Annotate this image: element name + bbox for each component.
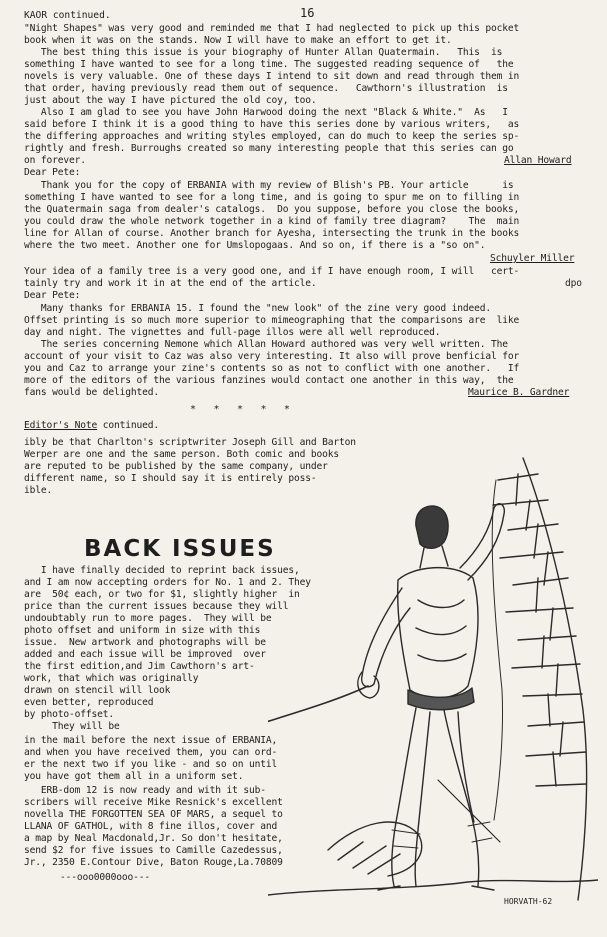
signature: Allan Howard: [504, 155, 572, 166]
note-line: Werper are one and the same person. Both comic and books: [24, 449, 340, 460]
sword-blade: [268, 686, 368, 722]
back-issues-line: a map by Neal Macdonald,Jr. So don't hesitate,: [24, 833, 283, 844]
section-separator: * * * * *: [190, 404, 290, 415]
letter-line: something I have wanted to see for a long time. The suggested reading sequence of the: [24, 59, 514, 70]
letter-line: day and night. The vignettes and full-page illos were all well reproduced.: [24, 327, 441, 338]
letter-line: you and Caz to arrange your zine's contents so as not to conflict with one another. If: [24, 363, 520, 374]
letter-line: the differing approaches and writing styles employed, can do much to keep the series sp-: [24, 131, 520, 142]
letter-line: Offset printing is so much more superior to mimeographing that the comparisons are like: [24, 315, 520, 326]
back-issues-line: Jr., 2350 E.Contour Dive, Baton Rouge,La.70809: [24, 857, 283, 868]
back-issues-line: photo offset and uniform in size with this: [24, 625, 261, 636]
head: [416, 506, 448, 548]
reply-line: Your idea of a family tree is a very good one, and if I have enough room, I will cert-: [24, 266, 520, 277]
artist-signature: HORVATH-62: [504, 897, 553, 906]
letter-line: where the two meet. Another one for Umslopogaas. And so on, if there is a "so on".: [24, 240, 486, 251]
back-issues-line: and when you have received them, you can ord-: [24, 747, 278, 758]
letter-line: The best thing this issue is your biography of Hunter Allan Quatermain. This is: [24, 47, 503, 58]
back-issues-line: and I am now accepting orders for No. 1 and 2. They: [24, 577, 311, 588]
end-mark: ---ooo0000ooo---: [60, 872, 151, 883]
back-issues-line: work, that which was originally: [24, 673, 199, 684]
letter-line: the Quatermain saga from dealer's catalogs. Do you suppose, before you close the books,: [24, 204, 520, 215]
back-issues-line: by photo-offset.: [24, 709, 115, 720]
back-issues-line: price than the current issues because they will: [24, 601, 289, 612]
letter-line: fans would be delighted.: [24, 387, 160, 398]
back-issues-line: drawn on stencil will look: [24, 685, 171, 696]
back-issues-line: even better, reproduced: [24, 697, 154, 708]
back-issues-line: scribers will receive Mike Resnick's excellent: [24, 797, 283, 808]
back-issues-line: issue. New artwork and photographs will be: [24, 637, 266, 648]
letter-line: on forever.: [24, 155, 86, 166]
signature: Maurice B. Gardner: [468, 387, 570, 398]
back-issues-line: I have finally decided to reprint back issues,: [24, 565, 300, 576]
letter-line: account of your visit to Caz was also very interesting. It also will prove benficial for: [24, 351, 520, 362]
back-issues-line: you have got them all in a uniform set.: [24, 771, 244, 782]
letter-line: novels is very valuable. One of these days I intend to sit down and read through them in: [24, 71, 520, 82]
note-line: ible.: [24, 485, 53, 496]
back-issues-line: the first edition,and Jim Cawthorn's art-: [24, 661, 255, 672]
letter-line: more of the editors of the various fanzines would contact one another in this way, the: [24, 375, 514, 386]
note-line: different name, so I should say it is entirely poss-: [24, 473, 317, 484]
letter-line: that order, having previously read them out of sequence. Cawthorn's illustration is: [24, 83, 508, 94]
editors-note-heading: Editor's Note continued.: [24, 420, 160, 431]
letter-line: book when it was on the stands. Now I will have to make an effort to get it.: [24, 35, 452, 46]
back-issues-line: They will be: [24, 721, 120, 732]
running-head: KAOR continued.: [24, 10, 111, 21]
letter-line: just about the way I have pictured the old coy, too.: [24, 95, 317, 106]
letter-line: rightly and fresh. Burroughs created so many interesting people that this series can go: [24, 143, 514, 154]
letter-line: Thank you for the copy of ERBANIA with my review of Blish's PB. Your article is: [24, 180, 514, 191]
back-issues-line: er the next two if you like - and so on until: [24, 759, 278, 770]
letter-line: Also I am glad to see you have John Harwood doing the next "Black & White." As I: [24, 107, 508, 118]
letter-line: "Night Shapes" was very good and reminded me that I had neglected to pick up this pocket: [24, 23, 520, 34]
letter-line: something I have wanted to see for a long time, and is going to spur me on to filling in: [24, 192, 520, 203]
letter-line: said before I think it is a good thing to have this series done by various writers, as: [24, 119, 520, 130]
back-issues-line: novella THE FORGOTTEN SEA OF MARS, a sequel to: [24, 809, 283, 820]
torso: [398, 568, 478, 698]
rock-shape: [328, 822, 422, 876]
back-issues-line: undoubtably run to more pages. They will be: [24, 613, 272, 624]
letter-line: The series concerning Nemone which Allan Howard authored was very well written. The: [24, 339, 508, 350]
letter-line: Many thanks for ERBANIA 15. I found the "new look" of the zine very good indeed.: [24, 303, 491, 314]
note-line: ibly be that Charlton's scriptwriter Joseph Gill and Barton: [24, 437, 356, 448]
signature: Schuyler Miller: [490, 253, 575, 264]
back-issues-line: ERB-dom 12 is now ready and with it sub-: [24, 785, 266, 796]
back-issues-line: added and each issue will be improved over: [24, 649, 266, 660]
letter-line: you could draw the whole network together in a kind of family tree diagram? The main: [24, 216, 520, 227]
back-issues-line: LLANA OF GATHOL, with 8 fine illos, cover and: [24, 821, 278, 832]
page-number: 16: [300, 6, 315, 20]
editor-initials: dpo: [565, 278, 582, 289]
back-issues-line: are 50¢ each, or two for $1, slightly higher in: [24, 589, 300, 600]
back-issues-line: send $2 for five issues to Camille Cazedessus,: [24, 845, 283, 856]
swordsman-illustration: [268, 450, 598, 910]
salutation: Dear Pete:: [24, 167, 81, 178]
reply-line: tainly try and work it in at the end of the article.: [24, 278, 317, 289]
back-issues-title: BACK ISSUES: [84, 536, 276, 562]
note-line: are reputed to be published by the same company, under: [24, 461, 328, 472]
back-issues-line: in the mail before the next issue of ERBANIA,: [24, 735, 278, 746]
belt: [408, 688, 474, 710]
salutation: Dear Pete:: [24, 290, 81, 301]
letter-line: line for Allan of course. Another branch for Ayesha, intersecting the trunk in the books: [24, 228, 520, 239]
